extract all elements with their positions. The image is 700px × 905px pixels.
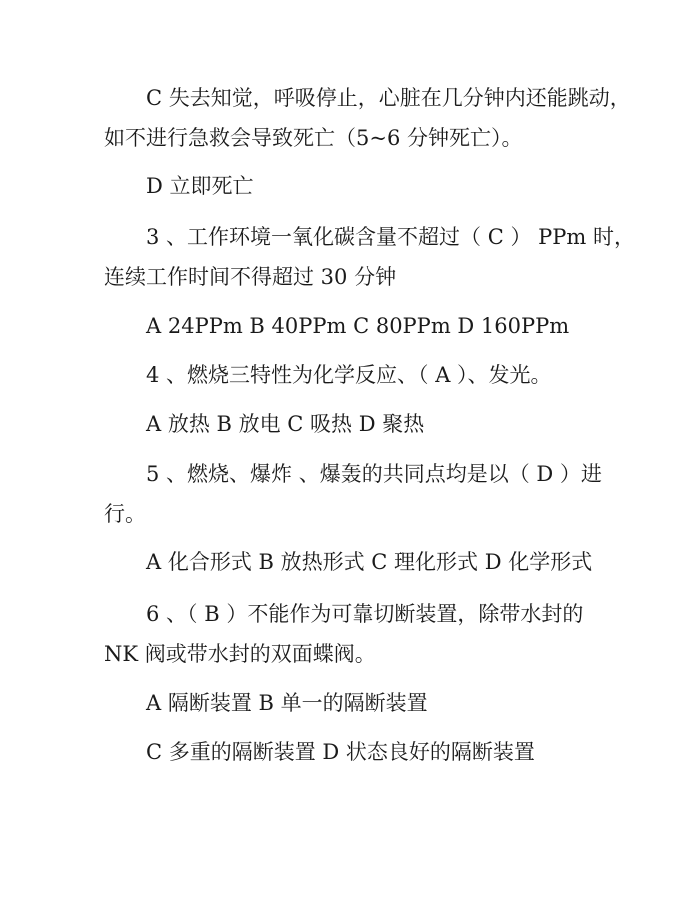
question-text: 3 、工作环境一氧化碳含量不超过（ C ） PPm 时，: [146, 225, 635, 249]
question-3: [104, 217, 635, 297]
text-line: C 失去知觉，呼吸停止，心脏在几分钟内还能跳动，: [146, 86, 631, 110]
options-text: A 放热 B 放电 C 吸热 D 聚热: [146, 412, 425, 436]
question-text: 6 、（ B ）不能作为可靠切断装置，除带水封的: [146, 602, 584, 626]
question-4-options: [104, 404, 614, 444]
question-text: NK 阀或带水封的双面蝶阀。: [104, 642, 376, 666]
text-line: 如不进行急救会导致死亡（5~6 分钟死亡）。: [104, 126, 523, 150]
question-6-options-c-d: [104, 732, 614, 772]
question-5-options: [104, 542, 614, 582]
options-text: A 隔断装置 B 单一的隔断装置: [146, 691, 428, 715]
question-4: [104, 355, 614, 395]
question-text: 连续工作时间不得超过 30 分钟: [104, 265, 397, 289]
text-line: D 立即死亡: [146, 174, 254, 198]
options-text: A 24PPm B 40PPm C 80PPm D 160PPm: [146, 314, 570, 338]
question-5: [104, 454, 614, 534]
question-6: [104, 594, 614, 674]
options-text: C 多重的隔断装置 D 状态良好的隔断装置: [146, 740, 535, 764]
options-text: A 化合形式 B 放热形式 C 理化形式 D 化学形式: [146, 550, 593, 574]
option-d-paragraph: [104, 166, 614, 206]
question-text: 5 、燃烧、爆炸 、爆轰的共同点均是以（ D ）进: [146, 462, 602, 486]
question-text: 4 、燃烧三特性为化学反应、（ A ）、发光。: [146, 363, 552, 387]
question-6-options-a-b: [104, 683, 614, 723]
question-3-options: [104, 306, 614, 346]
question-text: 行。: [104, 502, 146, 526]
option-c-paragraph: [104, 78, 631, 158]
